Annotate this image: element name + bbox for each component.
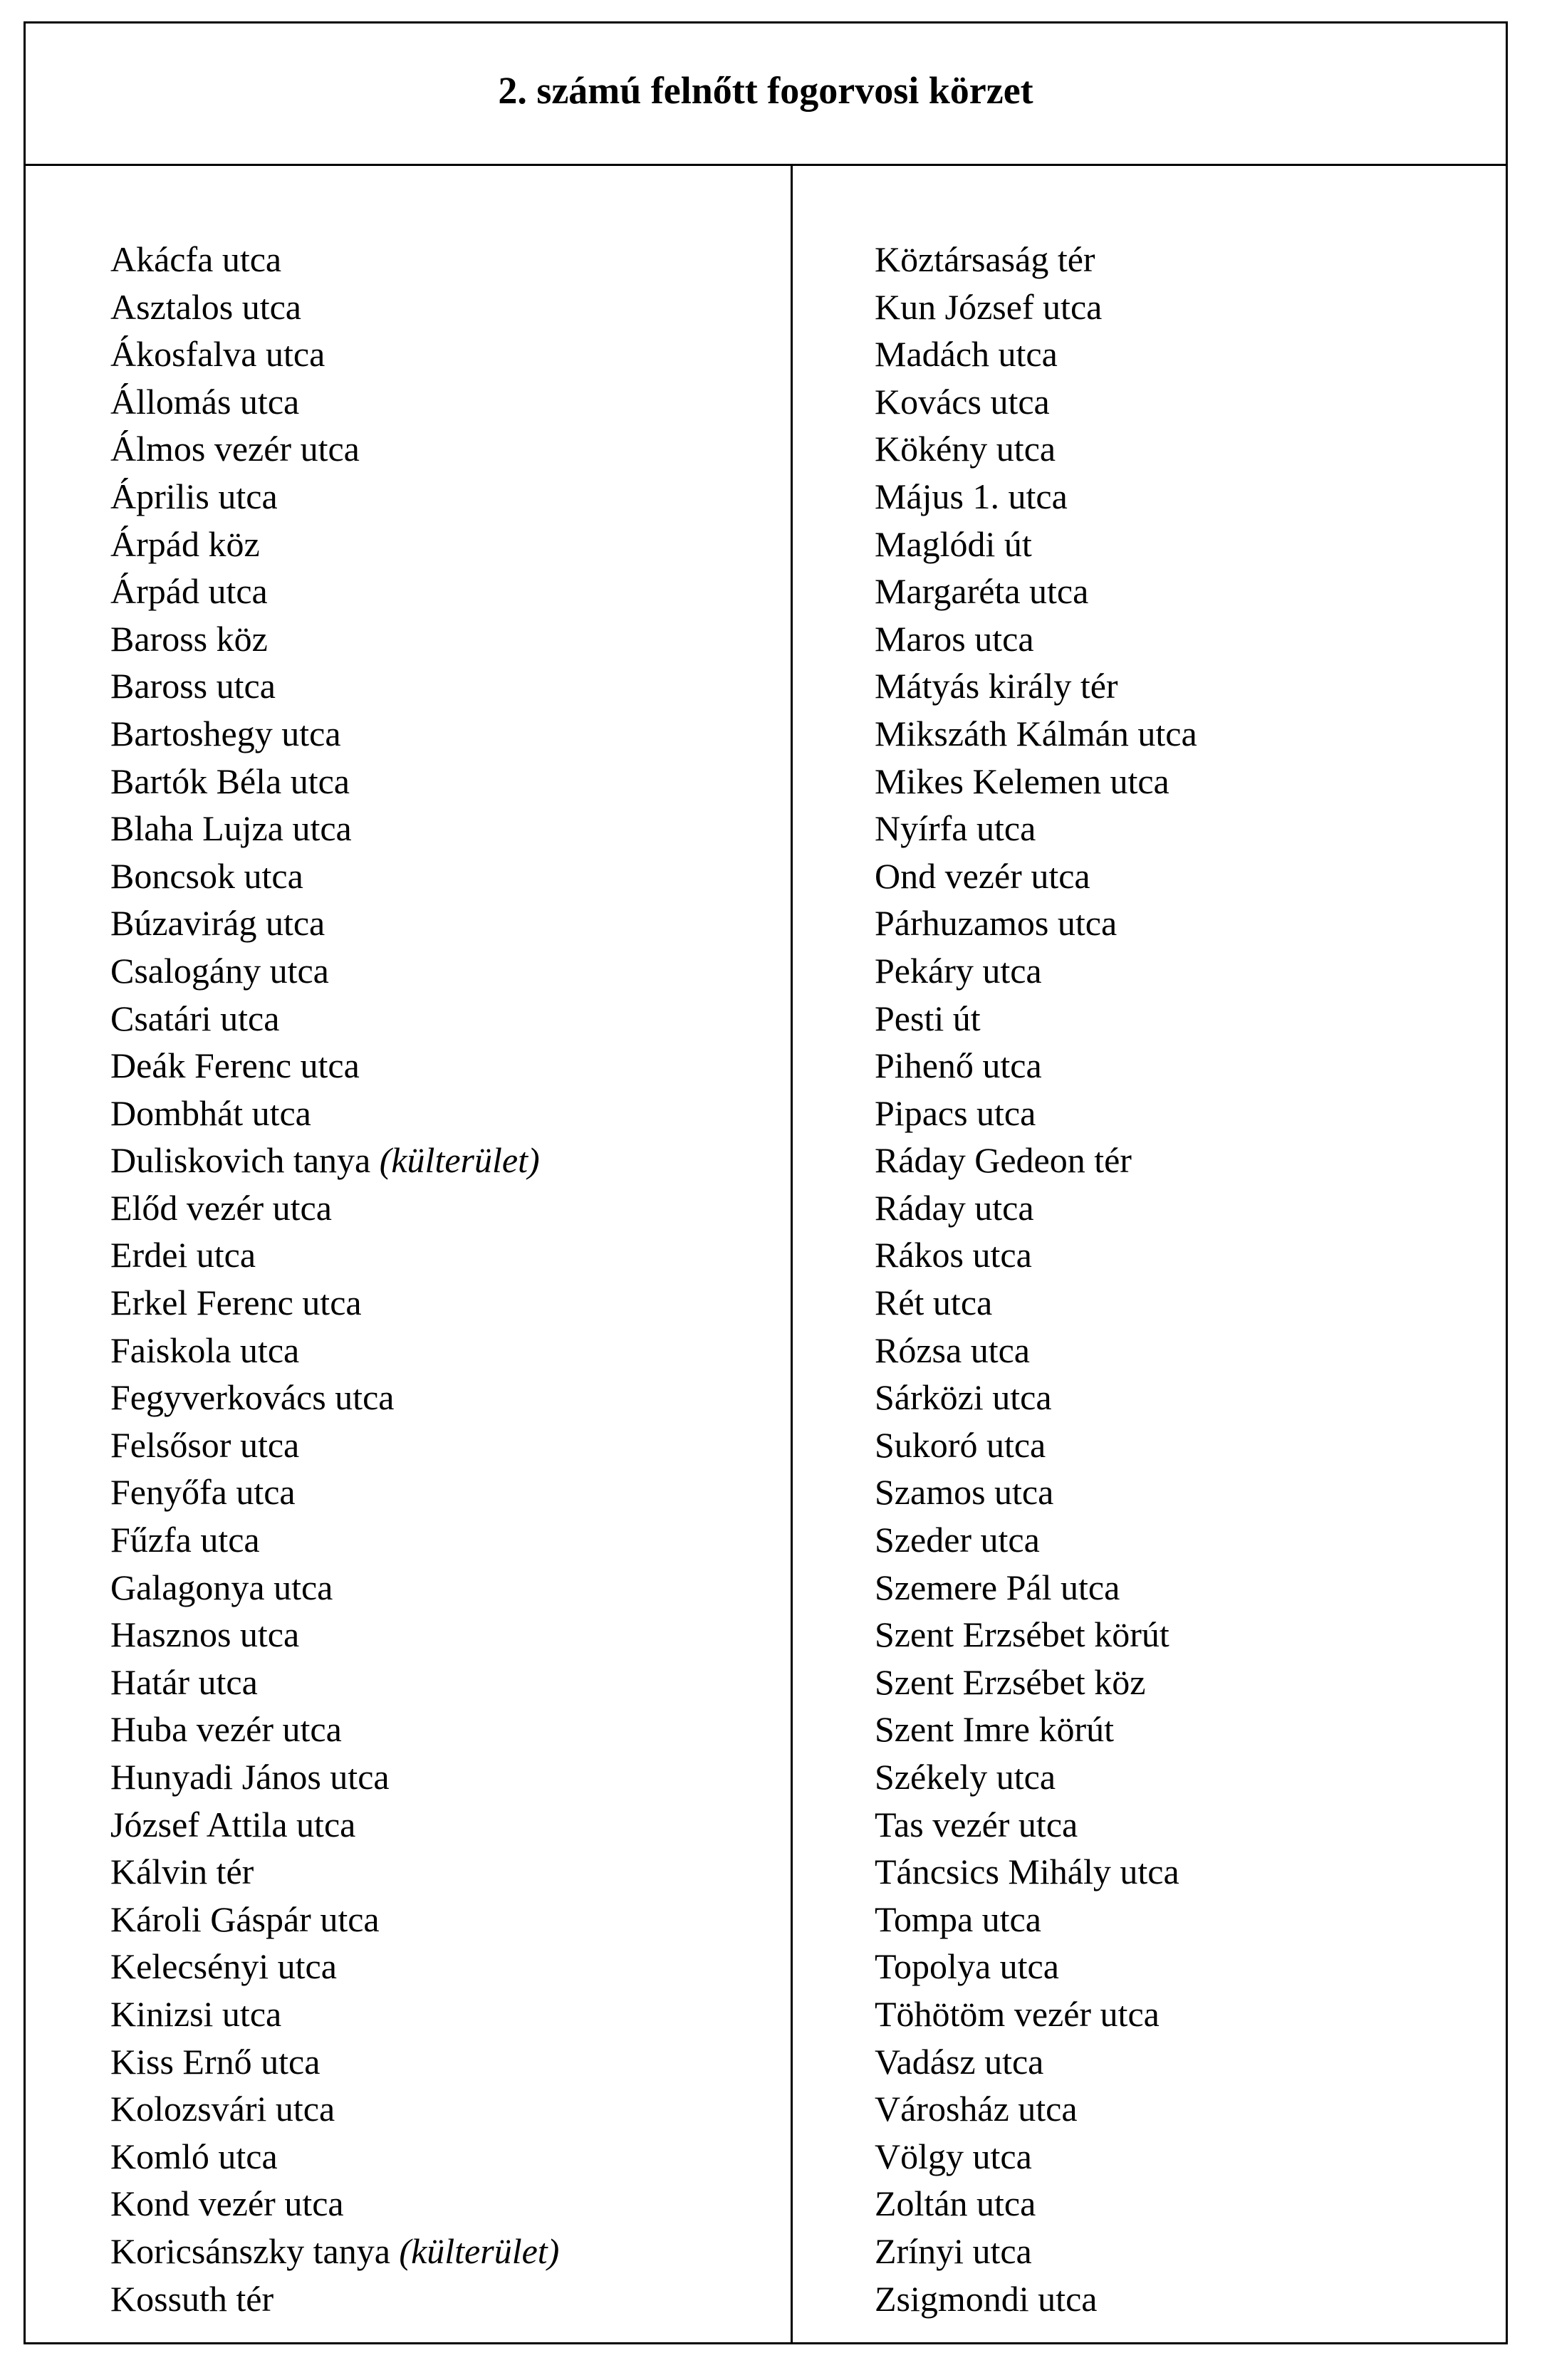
street-name: Álmos vezér utca xyxy=(110,429,360,469)
street-item xyxy=(110,1184,559,1232)
street-name: Erkel Ferenc utca xyxy=(110,1283,362,1323)
street-item xyxy=(875,1421,1197,1469)
street-item xyxy=(110,805,559,852)
street-item xyxy=(110,521,559,568)
street-name: Topolya utca xyxy=(875,1946,1059,1987)
street-name: Tompa utca xyxy=(875,1899,1041,1939)
street-item xyxy=(110,1659,559,1706)
street-item xyxy=(110,1279,559,1327)
street-name: Károli Gáspár utca xyxy=(110,1899,380,1939)
street-item xyxy=(110,1090,559,1137)
street-name: Ákosfalva utca xyxy=(110,334,325,375)
street-name: Fűzfa utca xyxy=(110,1520,260,1560)
street-item xyxy=(110,1042,559,1090)
street-item xyxy=(875,2228,1197,2275)
street-item xyxy=(110,1231,559,1279)
street-item xyxy=(875,710,1197,758)
street-item xyxy=(875,2133,1197,2181)
street-note: (külterület) xyxy=(399,2230,560,2271)
street-name: Szent Imre körút xyxy=(875,1709,1115,1750)
street-item xyxy=(110,758,559,805)
street-name: Bartók Béla utca xyxy=(110,761,350,801)
street-item xyxy=(110,2038,559,2086)
street-name: Huba vezér utca xyxy=(110,1709,342,1750)
street-name: Rákos utca xyxy=(875,1235,1032,1275)
street-item xyxy=(110,2180,559,2228)
street-item xyxy=(110,1421,559,1469)
street-item xyxy=(110,1516,559,1564)
street-name: Mikes Kelemen utca xyxy=(875,761,1169,801)
street-name: Duliskovich tanya xyxy=(110,1140,371,1181)
street-name: Maglódi út xyxy=(875,523,1032,564)
street-item xyxy=(875,1801,1197,1849)
street-name: Margaréta utca xyxy=(875,571,1089,612)
street-name: Ráday utca xyxy=(875,1187,1034,1228)
street-name: Ráday Gedeon tér xyxy=(875,1140,1132,1181)
street-item xyxy=(875,947,1197,995)
street-item xyxy=(875,1042,1197,1090)
street-name: Pesti út xyxy=(875,998,981,1038)
street-name: Zoltán utca xyxy=(875,2183,1036,2224)
street-item xyxy=(875,615,1197,663)
street-item xyxy=(110,710,559,758)
street-item xyxy=(875,378,1197,426)
street-name: Csatári utca xyxy=(110,998,280,1038)
street-name: Fegyverkovács utca xyxy=(110,1377,395,1418)
street-name: Április utca xyxy=(110,476,278,516)
street-note: (külterület) xyxy=(379,1140,540,1181)
street-item xyxy=(110,1943,559,1990)
page-title: 2. számú felnőtt fogorvosi körzet xyxy=(498,69,1033,112)
street-item xyxy=(110,662,559,710)
street-name: Árpád köz xyxy=(110,523,260,564)
street-item xyxy=(875,1090,1197,1137)
street-item xyxy=(875,1374,1197,1421)
street-name: Koricsánszky tanya xyxy=(110,2230,390,2271)
street-name: Dombhát utca xyxy=(110,1092,311,1133)
street-item xyxy=(110,1801,559,1849)
street-name: Bartoshegy utca xyxy=(110,713,341,753)
street-name: Május 1. utca xyxy=(875,476,1068,516)
street-item xyxy=(875,1184,1197,1232)
street-name: Előd vezér utca xyxy=(110,1187,332,1228)
street-name: Sárközi utca xyxy=(875,1377,1052,1418)
street-name: Mikszáth Kálmán utca xyxy=(875,713,1197,753)
street-name: Deák Ferenc utca xyxy=(110,1045,360,1086)
street-item xyxy=(875,2038,1197,2086)
street-item xyxy=(875,2085,1197,2133)
street-name: Hasznos utca xyxy=(110,1614,300,1655)
street-item xyxy=(875,852,1197,900)
street-name: Árpád utca xyxy=(110,571,268,612)
street-item xyxy=(875,1706,1197,1753)
street-item xyxy=(875,236,1197,283)
street-name: Szamos utca xyxy=(875,1472,1054,1513)
street-name: Nyírfa utca xyxy=(875,808,1036,849)
street-name: Ond vezér utca xyxy=(875,855,1090,896)
street-item xyxy=(110,1564,559,1612)
street-item xyxy=(875,1279,1197,1327)
street-item xyxy=(110,899,559,947)
street-name: Maros utca xyxy=(875,618,1034,659)
street-name: Zrínyi utca xyxy=(875,2230,1032,2271)
street-name: Komló utca xyxy=(110,2136,278,2176)
street-item xyxy=(110,1468,559,1516)
street-name: Tas vezér utca xyxy=(875,1804,1078,1844)
street-name: Szent Erzsébet körút xyxy=(875,1614,1169,1655)
street-name: Sukoró utca xyxy=(875,1424,1046,1465)
street-name: Töhötöm vezér utca xyxy=(875,1993,1160,2034)
street-item xyxy=(110,1990,559,2038)
street-item xyxy=(875,1327,1197,1374)
street-name: Kond vezér utca xyxy=(110,2183,344,2224)
street-item xyxy=(875,330,1197,378)
street-item xyxy=(875,1564,1197,1612)
street-item xyxy=(110,615,559,663)
street-item xyxy=(875,521,1197,568)
street-item xyxy=(110,852,559,900)
street-item xyxy=(110,378,559,426)
street-name: Boncsok utca xyxy=(110,855,303,896)
street-name: Erdei utca xyxy=(110,1235,256,1275)
street-item xyxy=(875,425,1197,473)
street-item xyxy=(875,1231,1197,1279)
street-name: Kökény utca xyxy=(875,429,1056,469)
street-item xyxy=(875,1468,1197,1516)
street-name: Határ utca xyxy=(110,1661,258,1702)
street-name: Rózsa utca xyxy=(875,1330,1030,1370)
street-item xyxy=(875,1137,1197,1184)
street-item xyxy=(110,995,559,1043)
street-name: Hunyadi János utca xyxy=(110,1757,390,1797)
street-item xyxy=(875,805,1197,852)
street-item xyxy=(875,1659,1197,1706)
street-name: Kossuth tér xyxy=(110,2278,274,2319)
street-name: Felsősor utca xyxy=(110,1424,300,1465)
street-name: Baross köz xyxy=(110,618,268,659)
street-name: Búzavirág utca xyxy=(110,903,325,944)
street-item xyxy=(110,1137,559,1184)
street-item xyxy=(110,2133,559,2181)
street-item xyxy=(110,2085,559,2133)
street-item xyxy=(110,1848,559,1896)
street-name: Vadász utca xyxy=(875,2041,1044,2082)
street-name: Táncsics Mihály utca xyxy=(875,1852,1179,1892)
street-name: Kovács utca xyxy=(875,381,1050,422)
street-item xyxy=(875,1990,1197,2038)
street-item xyxy=(110,330,559,378)
street-name: Szent Erzsébet köz xyxy=(875,1661,1146,1702)
street-list-right xyxy=(875,236,1197,2322)
street-name: Kun József utca xyxy=(875,286,1103,327)
street-name: József Attila utca xyxy=(110,1804,356,1844)
street-name: Galagonya utca xyxy=(110,1567,333,1607)
street-name: Párhuzamos utca xyxy=(875,903,1118,944)
street-item xyxy=(875,568,1197,615)
street-item xyxy=(875,283,1197,331)
district-table xyxy=(24,21,1508,2344)
street-name: Állomás utca xyxy=(110,381,300,422)
street-item xyxy=(110,947,559,995)
street-name: Zsigmondi utca xyxy=(875,2278,1098,2319)
street-item xyxy=(875,662,1197,710)
column-divider xyxy=(791,164,793,2342)
street-item xyxy=(110,283,559,331)
street-name: Pihenő utca xyxy=(875,1045,1042,1086)
street-item xyxy=(110,2228,559,2275)
street-item xyxy=(110,568,559,615)
street-name: Fenyőfa utca xyxy=(110,1472,296,1513)
street-name: Akácfa utca xyxy=(110,239,282,279)
street-name: Mátyás király tér xyxy=(875,666,1118,706)
street-name: Köztársaság tér xyxy=(875,239,1095,279)
street-name: Kelecsényi utca xyxy=(110,1946,337,1987)
street-item xyxy=(110,1706,559,1753)
street-name: Kálvin tér xyxy=(110,1852,254,1892)
street-item xyxy=(110,1896,559,1943)
street-item xyxy=(875,1611,1197,1659)
street-name: Baross utca xyxy=(110,666,276,706)
street-item xyxy=(875,2275,1197,2323)
street-name: Madách utca xyxy=(875,334,1058,375)
street-name: Városház utca xyxy=(875,2089,1078,2129)
street-item xyxy=(875,899,1197,947)
street-name: Völgy utca xyxy=(875,2136,1032,2176)
street-name: Szemere Pál utca xyxy=(875,1567,1120,1607)
street-item xyxy=(875,1848,1197,1896)
street-name: Szeder utca xyxy=(875,1520,1040,1560)
street-item xyxy=(875,1516,1197,1564)
street-item xyxy=(110,236,559,283)
street-item xyxy=(875,1753,1197,1801)
street-name: Kiss Ernő utca xyxy=(110,2041,321,2082)
street-item xyxy=(110,425,559,473)
street-item xyxy=(875,2180,1197,2228)
street-name: Kinizsi utca xyxy=(110,1993,282,2034)
street-list-left xyxy=(110,236,559,2322)
street-name: Asztalos utca xyxy=(110,286,301,327)
street-item xyxy=(875,1896,1197,1943)
street-item xyxy=(875,758,1197,805)
street-item xyxy=(110,2275,559,2323)
street-name: Pekáry utca xyxy=(875,950,1042,991)
street-item xyxy=(110,1327,559,1374)
street-name: Faiskola utca xyxy=(110,1330,300,1370)
street-item xyxy=(110,1374,559,1421)
street-name: Rét utca xyxy=(875,1283,993,1323)
street-name: Székely utca xyxy=(875,1757,1056,1797)
street-item xyxy=(875,1943,1197,1990)
street-name: Kolozsvári utca xyxy=(110,2089,335,2129)
street-item xyxy=(110,1611,559,1659)
street-item xyxy=(110,473,559,521)
street-item xyxy=(875,995,1197,1043)
street-name: Pipacs utca xyxy=(875,1092,1036,1133)
table-header xyxy=(26,24,1506,166)
street-name: Blaha Lujza utca xyxy=(110,808,352,849)
street-name: Csalogány utca xyxy=(110,950,329,991)
street-item xyxy=(110,1753,559,1801)
street-item xyxy=(875,473,1197,521)
